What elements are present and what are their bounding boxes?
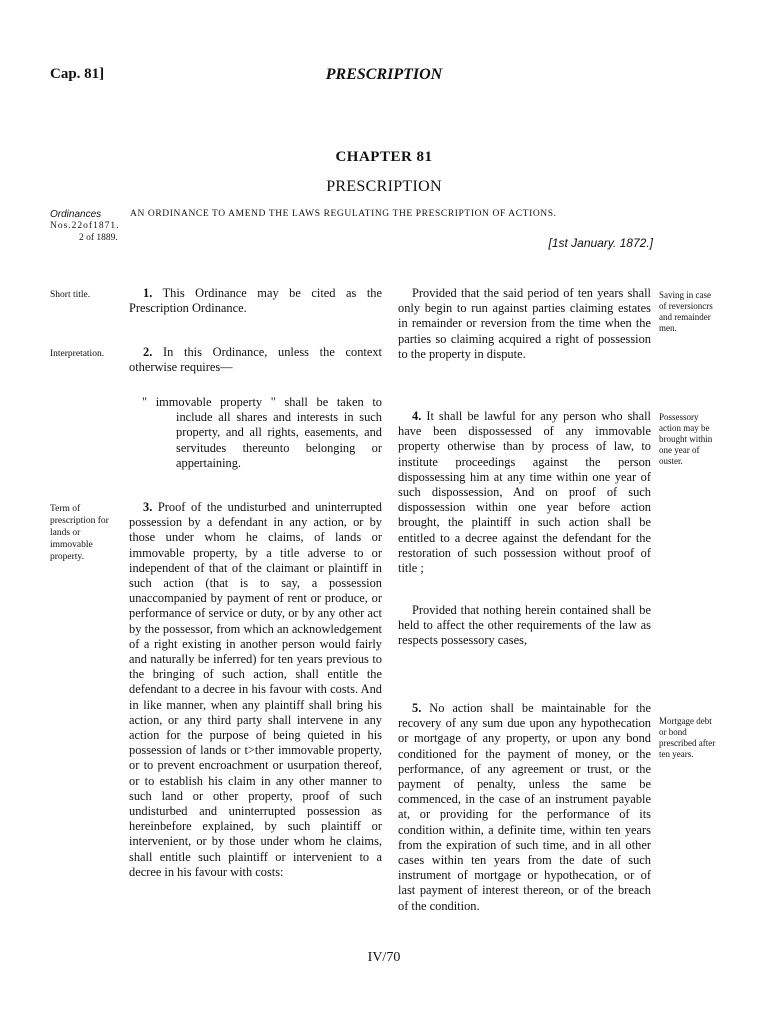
section-4-proviso: Provided that nothing herein contained shall be held to affect the other requirements of the law as respects possessory cases,: [398, 603, 651, 648]
long-title: AN ORDINANCE TO AMEND THE LAWS REGULATING THE PRESCRIPTION OF ACTIONS.: [130, 209, 557, 219]
section-4: [398, 409, 651, 576]
section-3-proviso: Provided that the said period of ten years shall only begin to run against parties claiming estates in remainder or reversion from the time when the parties so claiming acquired a right of possession to the property in dispute.: [398, 286, 651, 361]
margin-note-possessory-action: Possessory action may be brought within one year of ouster.: [659, 412, 713, 466]
section-4-text: It shall be lawful for any person who shall have been dispossessed of any immovable property otherwise than by process of law, to institute proceedings against the person dispossessing him at any time within one year of such dispossession, And on proof of such dispossession within one year before action brought, the plaintiff in such action shall be entitled to a decree against the defendant for the restoration of such possession without proof of title ;: [398, 409, 651, 576]
section-2-text: In this Ordinance, unless the context otherwise requires—: [129, 345, 382, 375]
running-title: PRESCRIPTION: [325, 66, 443, 83]
ordinances-label: Ordinances: [50, 209, 102, 220]
section-2: [129, 345, 382, 375]
section-1-text: This Ordinance may be cited as the Prescription Ordinance.: [129, 286, 382, 316]
margin-note-short-title: Short title.: [50, 290, 91, 300]
chapter-reference: Cap. 81]: [50, 66, 105, 82]
margin-note-term-of-prescription: Term of prescription for lands or immovable property.: [50, 504, 109, 562]
margin-note-saving: Saving in case of reversioncrs and remainder men.: [659, 290, 713, 333]
section-5-number: 5.: [412, 701, 422, 715]
section-3-text: Proof of the undisturbed and uninterrupted possession by a defendant in any action, or by those under whom he claims, of lands or immovable property, by a title adverse to or independent of that of the claimant or plaintiff in such action (that is to say, a possession unaccompanied by payment of rent or produce, or performance of service or duty, or by any other act by the possessor, from which an acknowledgement of a right existing in another person would fairly and naturally be inferred) for ten years previous to the bringing of such action, shall entitle the defendant to a decree in his favour with costs. And in like manner, when any plaintiff shall bring his action, or any third party shall intervene in any action for the purpose of being quieted in his possession of lands or t>ther immovable property, or to prevent encroachment or usurpation thereof, or to establish his claim in any other manner to such land or other property, proof of such undisturbed and uninterrupted possession as hereinbefore explained, by such plaintiff or intervenient, or by those under whom he claims, shall entitle such plaintiff or intervenient to a decree in his favour with costs:: [129, 500, 382, 879]
definition-immovable-property: " immovable property " shall be taken to include all shares and interests in such property, and all rights, easements, and servitudes thereunto belonging or appertaining.: [142, 395, 382, 470]
section-4-number: 4.: [412, 409, 422, 423]
section-2-number: 2.: [143, 345, 153, 359]
section-5: [398, 701, 651, 914]
section-5-text: No action shall be maintainable for the recovery of any sum due upon any hypothecation or mortgage of any property, or upon any bond conditioned for the payment of money, or the performance, of any agreement or trust, or the payment of penalty, unless the same be commenced, in the case of an instrument payable at, or providing for the performance of its condition within, a definite time, within ten years from the expiration of such time, and in all other cases within ten years from the date of such instrument of mortgage or hypothecation, or of last payment of interest thereon, or of the breach of the condition.: [398, 701, 651, 913]
page-number: IV/70: [367, 950, 401, 965]
chapter-subtitle: PRESCRIPTION: [326, 178, 442, 195]
section-1: [129, 286, 382, 316]
ordinance-numbers-second: 2 of 1889.: [79, 233, 118, 243]
section-3-number: 3.: [143, 500, 153, 514]
section-3: [129, 500, 382, 880]
commencement-date: [1st January. 1872.]: [548, 236, 653, 250]
ordinance-numbers: Nos.22of1871.: [50, 221, 120, 231]
section-1-number: 1.: [143, 286, 153, 300]
margin-note-interpretation: Interpretation.: [50, 349, 105, 359]
margin-note-mortgage-debt: Mortgage debt or bond prescribed after ten years.: [659, 716, 716, 759]
chapter-heading: CHAPTER 81: [335, 149, 433, 165]
